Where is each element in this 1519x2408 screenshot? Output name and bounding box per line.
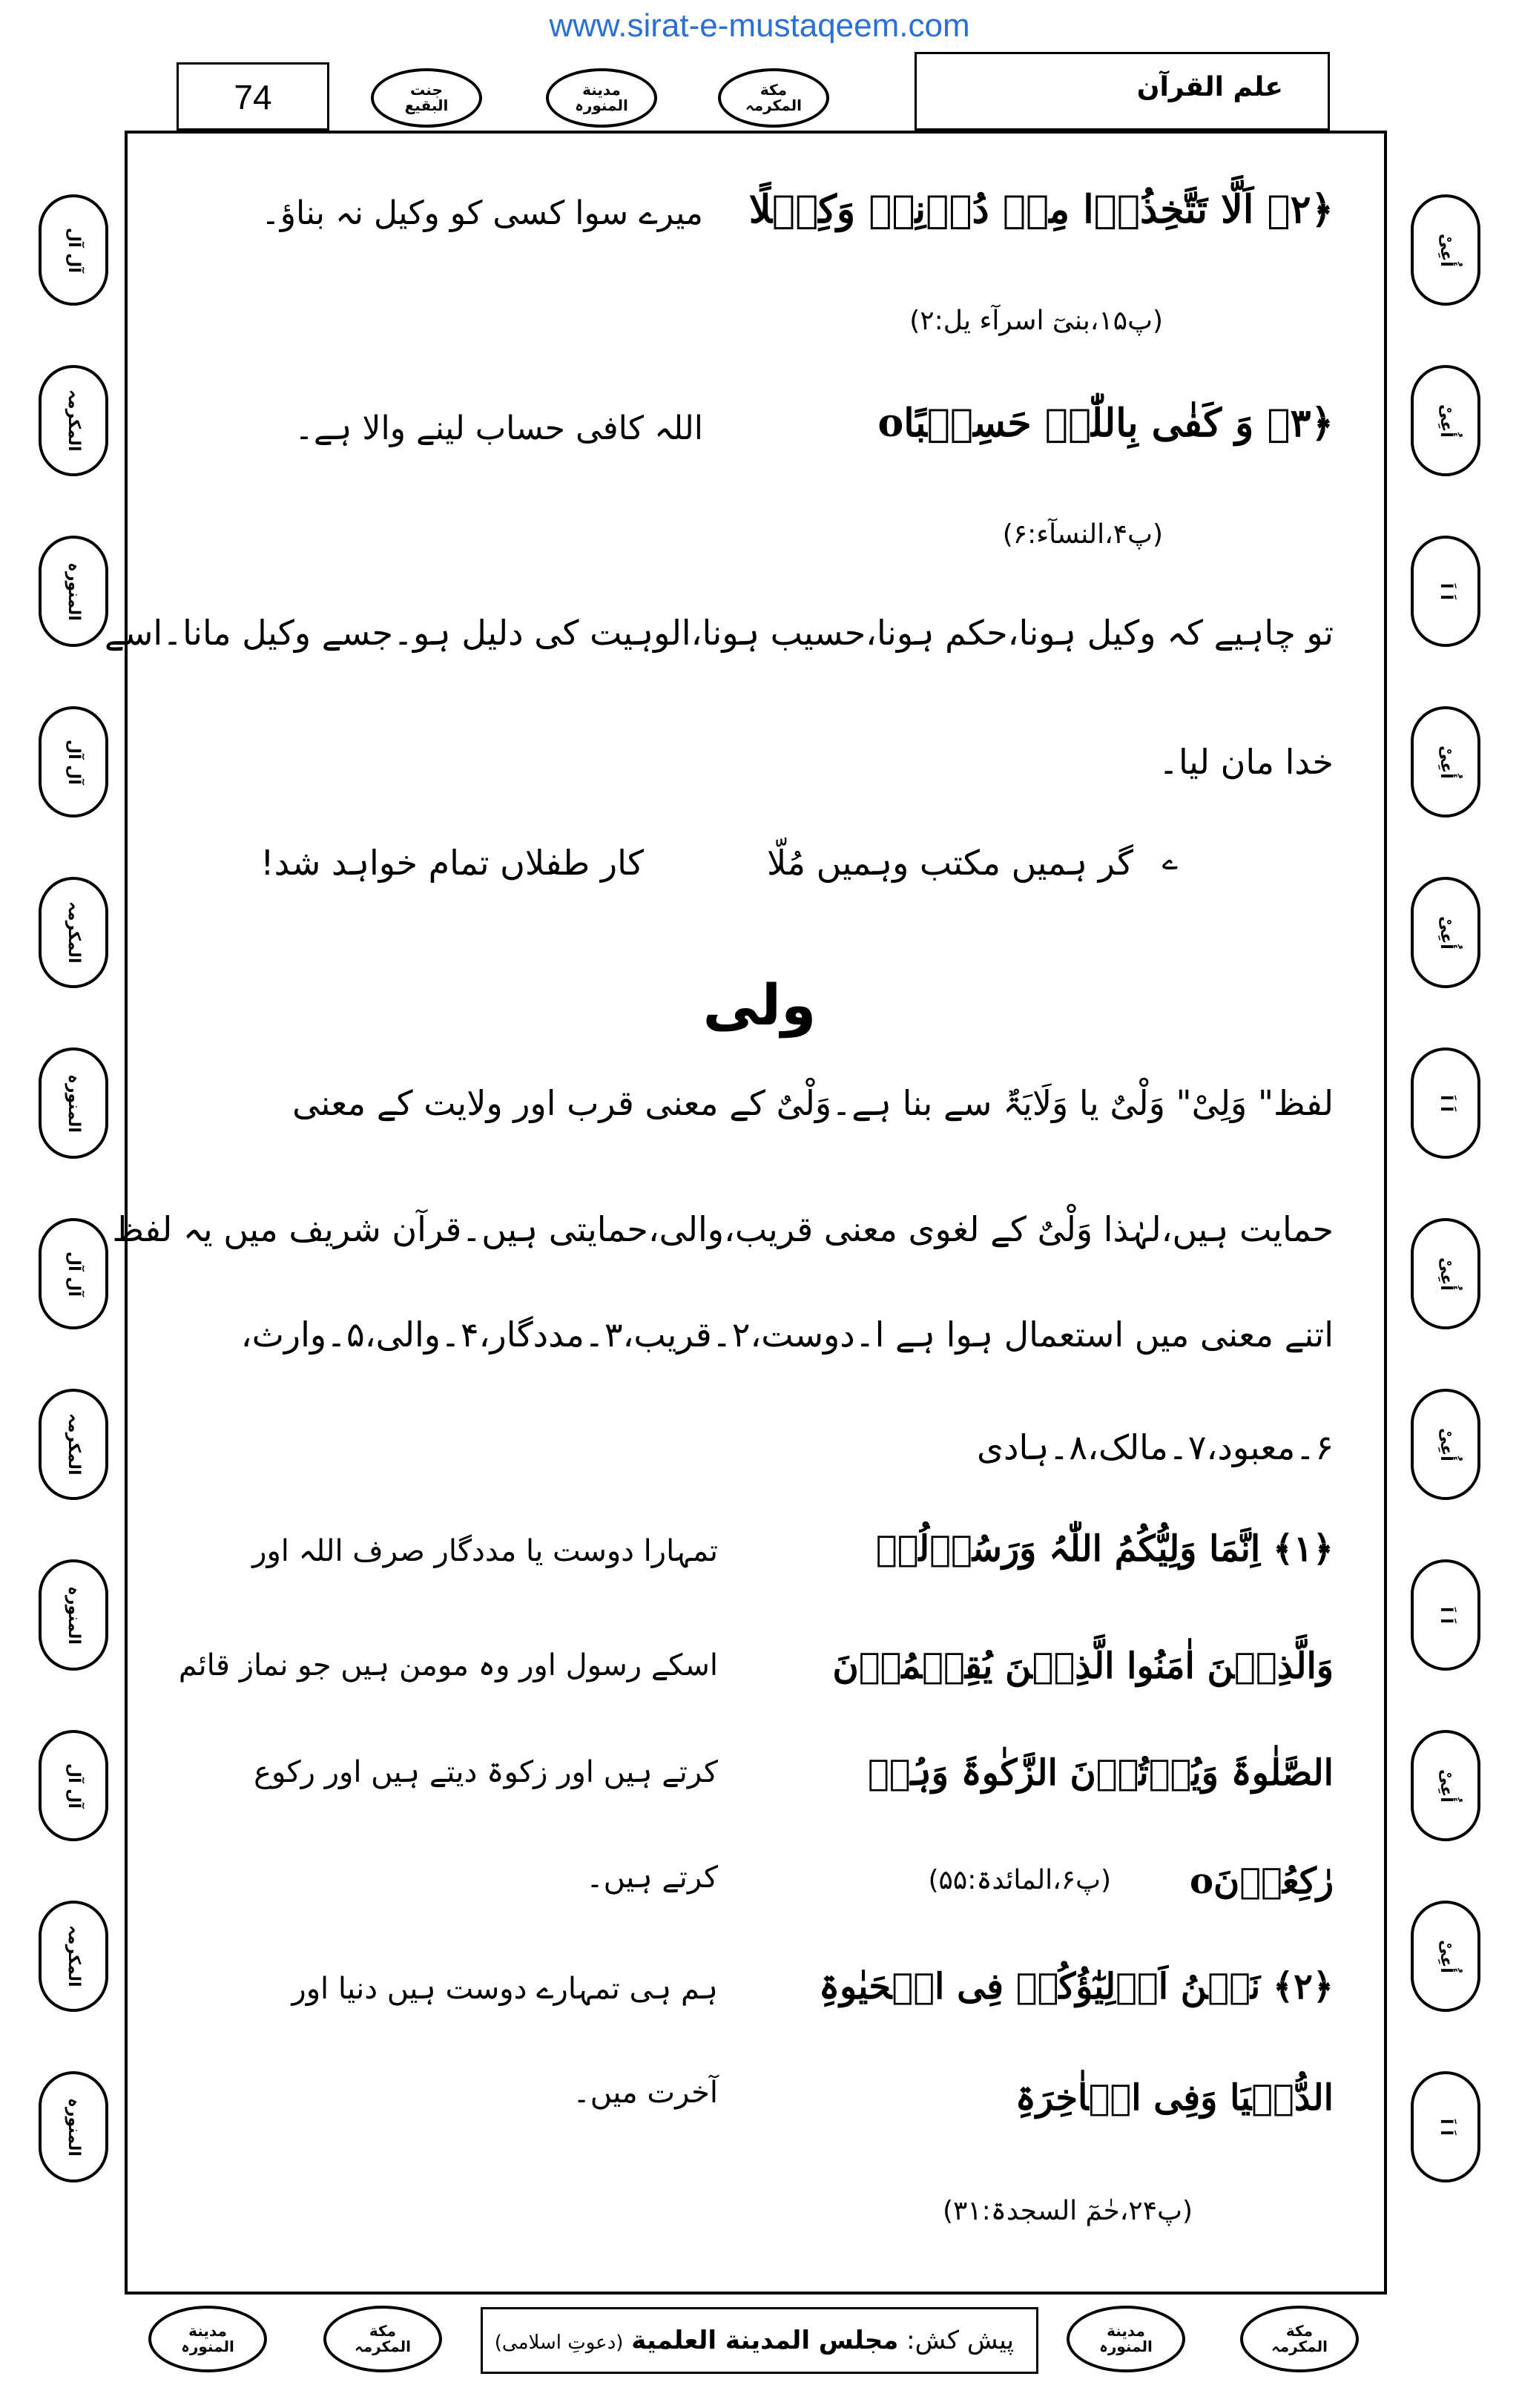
oval-bottom-text: البقیع [404, 96, 449, 114]
verse-2b-translation-line: ہم ہی تمہارے دوست ہیں دنیا اور [291, 1972, 718, 2006]
side-ornament-text: المنورہ [65, 562, 83, 621]
side-ornament-text: أُعِیْ [1437, 233, 1455, 267]
side-ornament-text: أُعِیْ [1437, 1257, 1455, 1291]
oval-top-text: مکة [760, 81, 788, 99]
oval-top-text: مکة [1285, 2322, 1314, 2340]
side-ornament-left [39, 706, 108, 818]
site-url[interactable]: www.sirat-e-mustaqeem.com [549, 7, 970, 44]
side-ornament-text: اَ اَ [1437, 582, 1455, 600]
oval-bottom-text: المکرمہ [355, 2338, 411, 2355]
side-ornament-right [1411, 1901, 1480, 2012]
side-ornament-right [1411, 2071, 1480, 2182]
side-ornament-text: المکرمہ [65, 901, 83, 964]
oval-bottom-text: المنورہ [181, 2338, 234, 2355]
side-ornament-text: أُعِیْ [1437, 915, 1455, 950]
footer-presenter-box [481, 2307, 1038, 2374]
side-ornament-text: أُعِیْ [1437, 745, 1455, 779]
side-ornament-left [39, 1901, 108, 2012]
footer-oval [148, 2306, 267, 2372]
side-ornament-right [1411, 1218, 1480, 1329]
side-ornament-right [1411, 1047, 1480, 1159]
presenter-note: (دعوتِ اسلامی) [494, 2332, 624, 2354]
side-ornament-left [39, 1047, 108, 1159]
oval-top-text: مدینة [1107, 2322, 1145, 2340]
oval-bottom-text: المنورہ [575, 96, 628, 114]
verse-2-arabic: ﴿۲﴾ اَلَّا تَتَّخِذُوۡا مِنۡ دُوۡنِیۡ وَکِیۡلًا [748, 187, 1334, 232]
footer-presenter [495, 2326, 1014, 2355]
side-ornament-left [39, 536, 108, 647]
verse-1-translation-line: تمہارا دوست یا مددگار صرف اللہ اور [252, 1534, 718, 1568]
side-ornament-text: المکرمہ [65, 389, 83, 452]
page-number: 74 [177, 62, 329, 131]
verse-1-arabic-line: الصَّلٰوۃَ وَیُؤۡتُوۡنَ الزَّکٰوۃَ وَہُمۡ [867, 1752, 1334, 1794]
verse-3-reference: (پ۴،النسآء:۶) [1002, 519, 1163, 550]
side-ornament-text: أُعِیْ [1437, 1769, 1455, 1803]
side-ornament-text: اَ اَ [1437, 1094, 1455, 1112]
header-oval-madina [546, 68, 657, 128]
side-ornament-left [39, 1218, 108, 1329]
side-ornament-text: أُعِیْ [1437, 404, 1455, 438]
footer-oval [1240, 2306, 1359, 2372]
verse-1-arabic-line: رٰکِعُوۡنَo [1189, 1861, 1334, 1902]
verse-1-translation-line: کرتے ہیں اور زکوۃ دیتے ہیں اور رکوع [254, 1755, 718, 1789]
oval-top-text: مدینة [188, 2322, 227, 2340]
paragraph-line: اتنے معنی میں استعمال ہوا ہے ا۔دوست،۲۔قریب،۳۔مددگار،۴۔والی،۵۔وارث، [240, 1315, 1334, 1355]
side-ornament-text: آل آل [65, 1763, 83, 1809]
side-ornament-left [39, 1389, 108, 1500]
presenter-name: مجلس المدینة العلمیة [631, 2326, 899, 2355]
paragraph-line: لفظ" وَلِیْ" وَلْیٌ یا وَلَایَۃٌ سے بنا ہے۔وَلْیٌ کے معنی قرب اور ولایت کے معنی [292, 1083, 1334, 1123]
verse-1-arabic-line: وَالَّذِیۡنَ اٰمَنُوا الَّذِیۡنَ یُقِیۡمُوۡنَ [832, 1645, 1334, 1687]
side-ornament-text: آل آل [65, 739, 83, 785]
side-ornament-text: اَ اَ [1437, 1606, 1455, 1624]
side-ornament-left [39, 194, 108, 306]
verse-2b-reference: (پ۲۴،حٰمٓ السجدۃ:۳۱) [942, 2196, 1193, 2226]
side-ornament-text: المنورہ [65, 1585, 83, 1645]
footer-oval [323, 2306, 442, 2372]
side-ornament-text: المکرمہ [65, 1925, 83, 1987]
poem-verse-right: گر ہمیں مکتب وہمیں مُلّا [766, 843, 1133, 883]
oval-bottom-text: المکرمہ [1271, 2338, 1328, 2355]
verse-2-reference: (پ۱۵،بنیٓ اسرآء یل:۲) [909, 306, 1163, 336]
side-ornament-left [39, 2071, 108, 2182]
oval-top-text: مدینة [582, 81, 621, 99]
side-ornament-text: أُعِیْ [1437, 1939, 1455, 1973]
verse-1-arabic-line: ﴿۱﴾ اِنَّمَا وَلِیُّکُمُ اللّٰہُ وَرَسُوۡلُہٗ [875, 1528, 1334, 1570]
side-ornament-text: آل آل [65, 1251, 83, 1297]
side-ornament-text: آل آل [65, 227, 83, 273]
header-oval-makkah [718, 68, 829, 128]
section-heading: ولی [702, 972, 817, 1038]
paragraph-line: تو چاہیے کہ وکیل ہونا،حکم ہونا،حسیب ہونا،الوہیت کی دلیل ہو۔جسے وکیل مانا۔اسے [104, 613, 1334, 653]
side-ornament-text: اَ اَ [1437, 2118, 1455, 2136]
verse-2b-translation-line: آخرت میں۔ [573, 2076, 718, 2110]
side-ornament-right [1411, 1730, 1480, 1841]
poem-verse-left: کار طفلاں تمام خواہد شد! [260, 843, 644, 883]
oval-bottom-text: المکرمہ [745, 96, 802, 114]
paragraph-line: ۶۔معبود،۷۔مالک،۸۔ہادی [977, 1427, 1334, 1467]
side-ornament-right [1411, 1389, 1480, 1500]
side-ornament-left [39, 1559, 108, 1671]
oval-bottom-text: المنورہ [1099, 2338, 1153, 2355]
paragraph-line: خدا مان لیا۔ [1159, 742, 1334, 782]
side-ornament-left [39, 365, 108, 476]
side-ornament-right [1411, 365, 1480, 476]
header-oval-jannat [371, 68, 482, 128]
book-title-box [915, 52, 1330, 131]
side-ornament-left [39, 1730, 108, 1841]
side-ornament-text: المنورہ [65, 2097, 83, 2157]
verse-2b-arabic-line: الدُّنۡیَا وَفِی الۡاٰخِرَۃِ [1015, 2077, 1334, 2119]
side-ornament-text: المکرمہ [65, 1413, 83, 1476]
paragraph-line: حمایت ہیں،لہٰذا وَلْیٌ کے لغوی معنی قریب،والی،حمایتی ہیں۔قرآن شریف میں یہ لفظ [112, 1209, 1334, 1249]
side-ornament-right [1411, 1559, 1480, 1671]
side-ornament-right [1411, 194, 1480, 306]
presenter-label: پیش کش: [906, 2326, 1014, 2355]
verse-1-reference: (پ۶،المائدۃ:۵۵) [928, 1865, 1111, 1895]
oval-top-text: مکة [369, 2322, 397, 2340]
side-ornament-right [1411, 706, 1480, 818]
poem-marker: ے [1162, 846, 1178, 876]
footer-oval [1067, 2306, 1185, 2372]
oval-top-text: جنت [410, 81, 443, 99]
side-ornament-text: أُعِیْ [1437, 1427, 1455, 1461]
verse-3-arabic: ﴿۳﴾ وَ کَفٰی بِاللّٰہِ حَسِیۡبًاo [877, 401, 1334, 446]
verse-2b-arabic-line: ﴿۲﴾ نَحۡنُ اَوۡلِیٰٓؤُکُمۡ فِی الۡحَیٰوۃِ [819, 1966, 1334, 2007]
book-title: علم القرآن [1136, 72, 1283, 102]
verse-2-translation: میرے سوا کسی کو وکیل نہ بناؤ۔ [261, 194, 703, 232]
side-ornament-text: المنورہ [65, 1073, 83, 1133]
verse-1-translation-line: اسکے رسول اور وہ مومن ہیں جو نماز قائم [178, 1648, 718, 1682]
side-ornament-right [1411, 536, 1480, 647]
verse-3-translation: اللہ کافی حساب لینے والا ہے۔ [294, 409, 703, 447]
verse-1-translation-line: کرتے ہیں۔ [586, 1861, 718, 1895]
